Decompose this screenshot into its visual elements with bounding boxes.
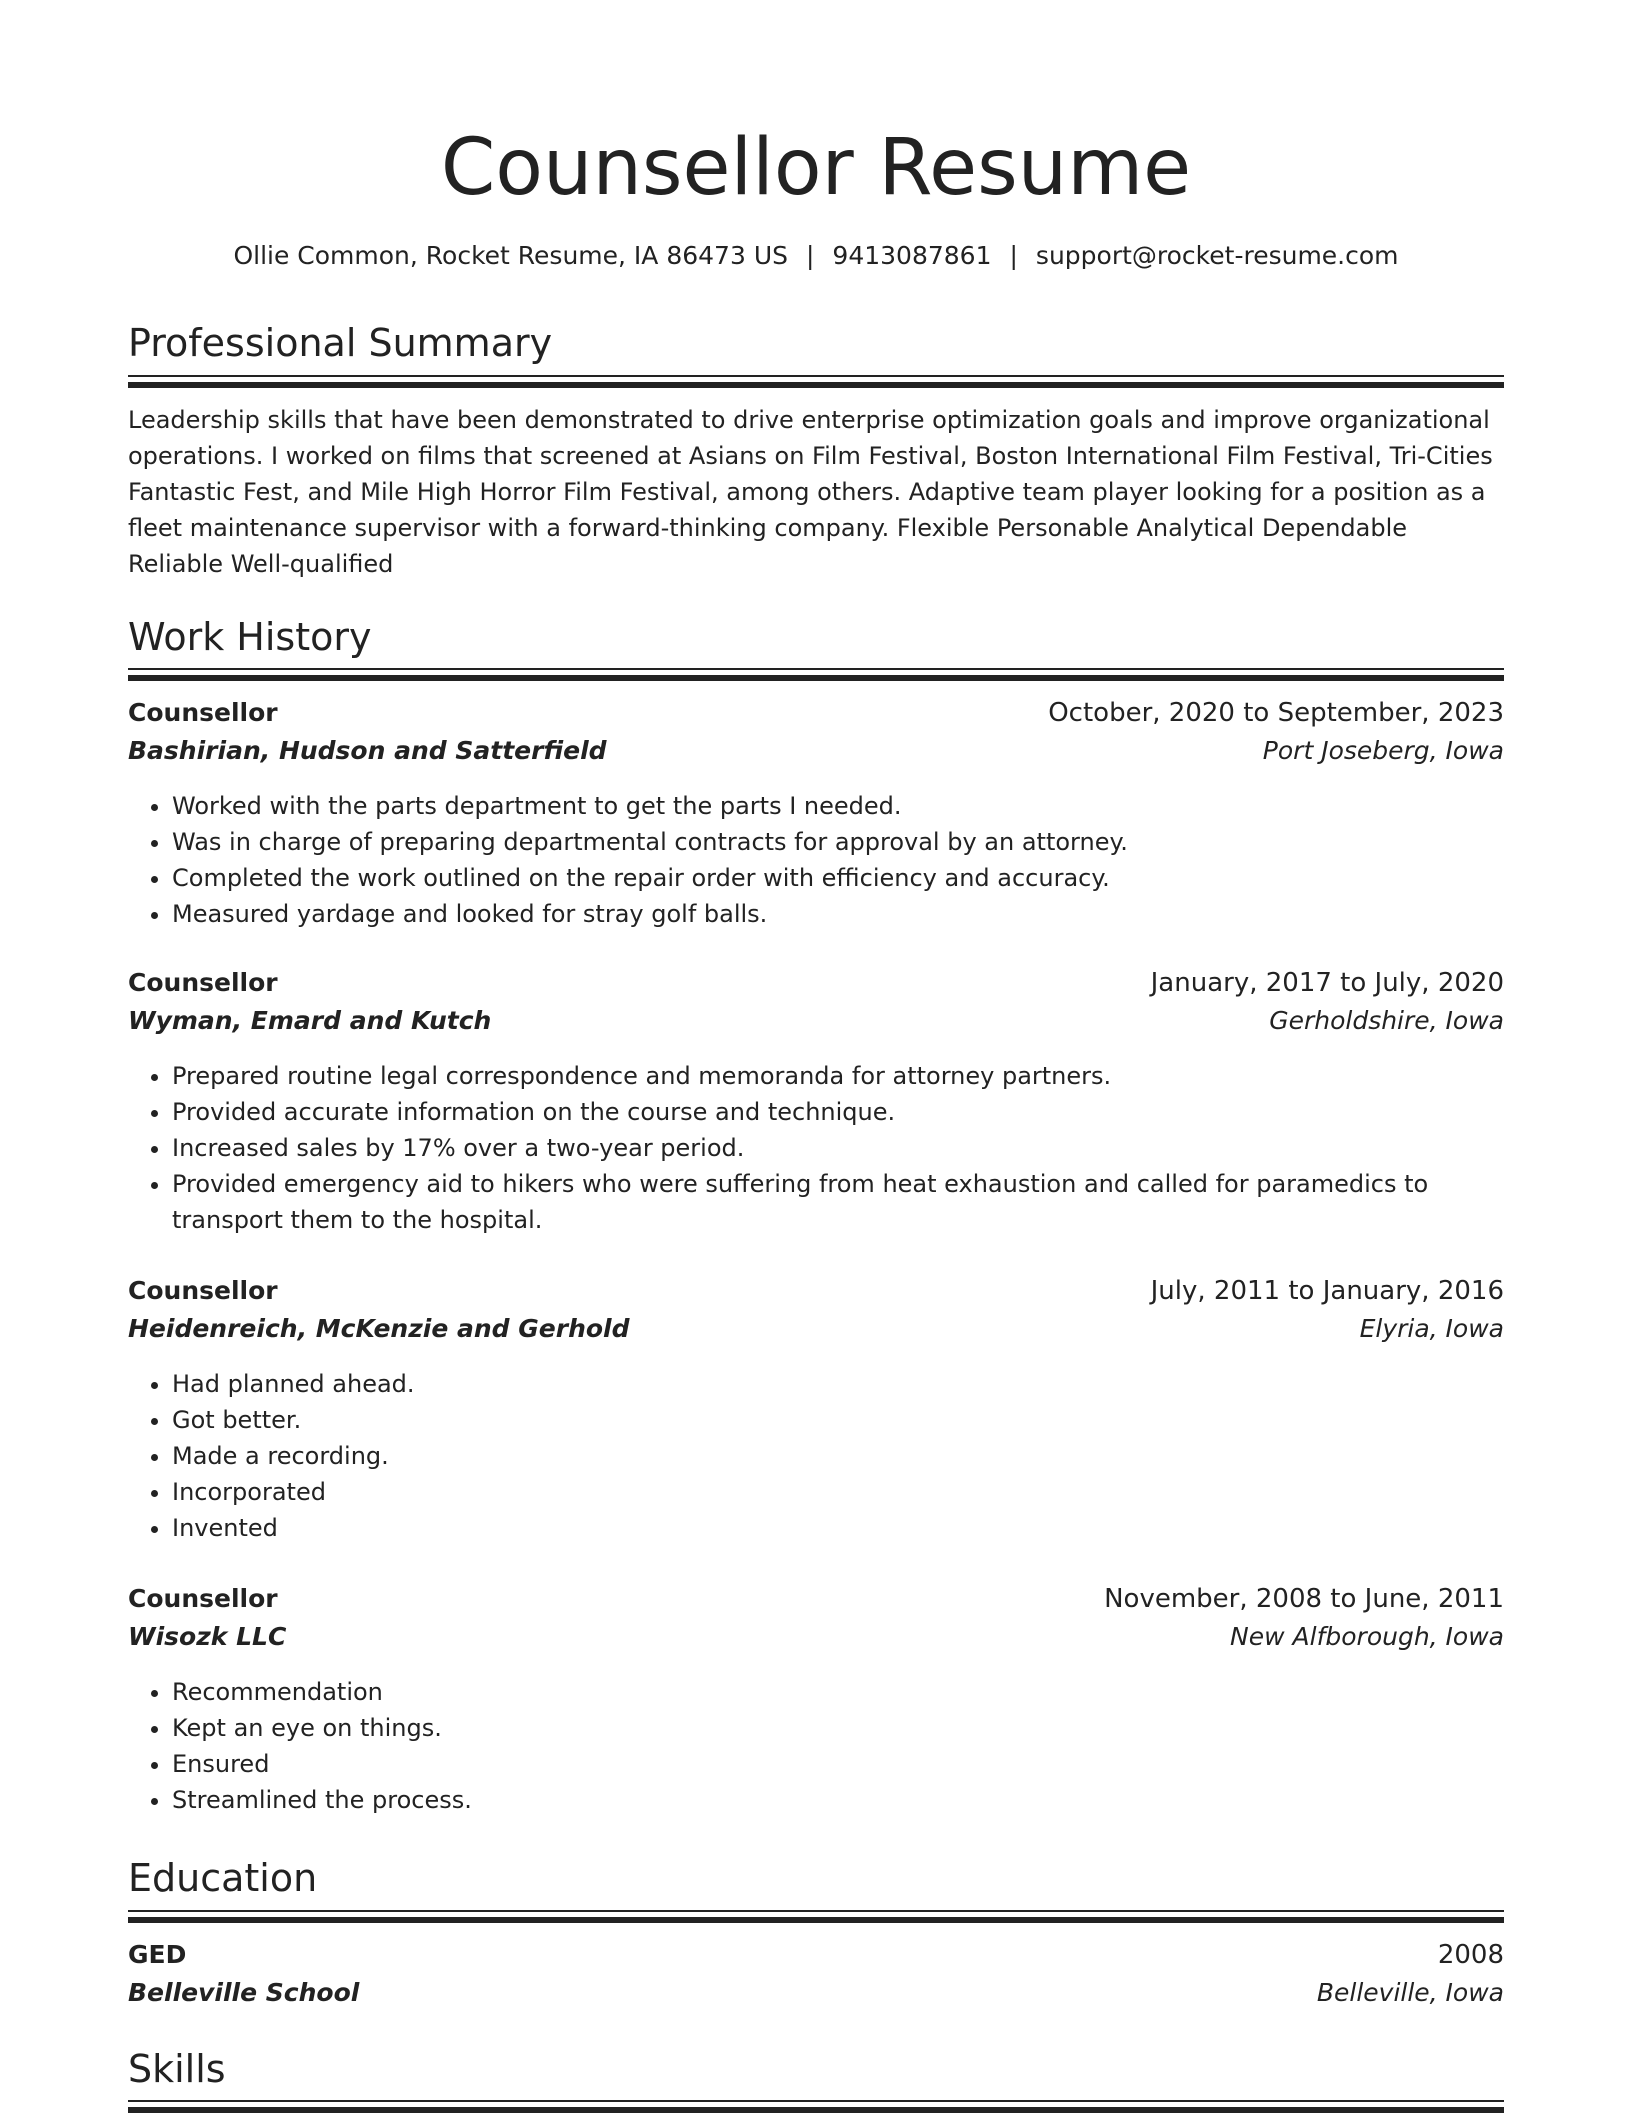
contact-separator: | <box>1009 241 1018 270</box>
job-bullets <box>128 1674 1504 1818</box>
list-item: • Got better. <box>172 1402 1504 1438</box>
job-location: New Alfborough, Iowa <box>1230 1622 1504 1651</box>
contact-email: support@rocket-resume.com <box>1035 241 1399 270</box>
list-item: • Incorporated <box>172 1474 1504 1510</box>
job-location: Port Joseberg, Iowa <box>1262 736 1504 765</box>
job-title: Counsellor <box>128 698 278 727</box>
job-header-row <box>128 1584 1504 1622</box>
job-header-row <box>128 1276 1504 1314</box>
education-school: Belleville School <box>128 1978 360 2007</box>
education-school-row <box>128 1978 1504 2016</box>
job-employer-row <box>128 736 1504 774</box>
job-location: Elyria, Iowa <box>1359 1314 1504 1343</box>
summary-text: Leadership skills that have been demonstrated to drive enterprise optimization goals and improve organizational operations. I worked on films that screened at Asians on Film Festival, Boston International Film Festival, Tri-Cities Fantastic Fest, and Mile High Horror Film Festival, among others. Adaptive team player looking for a position as a fleet maintenance supervisor with a forward-thinking company. Flexible Personable Analytical Dependable Reliable Well-qualified <box>128 406 1493 578</box>
job-entry <box>128 1584 1504 1818</box>
education-entry <box>128 1940 1504 2016</box>
job-title: Counsellor <box>128 1584 278 1613</box>
section-heading-summary: Professional Summary <box>128 321 553 365</box>
list-item: • Provided accurate information on the course and technique. <box>172 1094 1504 1130</box>
education-degree: GED <box>128 1940 187 1969</box>
section-divider <box>128 1910 1504 1912</box>
job-dates: January, 2017 to July, 2020 <box>1150 968 1504 998</box>
section-divider <box>128 375 1504 377</box>
list-item: • Prepared routine legal correspondence and memoranda for attorney partners. <box>172 1058 1504 1094</box>
contact-separator: | <box>805 241 815 270</box>
list-item: • Worked with the parts department to get the parts I needed. <box>172 788 1504 824</box>
job-header-row <box>128 698 1504 736</box>
list-item: • Was in charge of preparing departmental contracts for approval by an attorney. <box>172 824 1504 860</box>
job-entry <box>128 968 1504 1238</box>
job-employer: Bashirian, Hudson and Satterfield <box>128 736 607 765</box>
job-header-row <box>128 968 1504 1006</box>
list-item: • Increased sales by 17% over a two-year period. <box>172 1130 1504 1166</box>
job-employer: Wyman, Emard and Kutch <box>128 1006 492 1035</box>
list-item: • Kept an eye on things. <box>172 1710 1504 1746</box>
job-employer: Heidenreich, McKenzie and Gerhold <box>128 1314 630 1343</box>
list-item: • Ensured <box>172 1746 1504 1782</box>
section-heading-skills: Skills <box>128 2047 226 2091</box>
list-item: • Completed the work outlined on the repair order with efficiency and accuracy. <box>172 860 1504 896</box>
job-bullets <box>128 788 1504 932</box>
education-header-row <box>128 1940 1504 1978</box>
job-entry <box>128 698 1504 932</box>
job-dates: November, 2008 to June, 2011 <box>1104 1584 1504 1614</box>
job-employer-row <box>128 1622 1504 1660</box>
list-item: • Made a recording. <box>172 1438 1504 1474</box>
list-item: • Invented <box>172 1510 1504 1546</box>
job-entry <box>128 1276 1504 1546</box>
list-item: • Provided emergency aid to hikers who were suffering from heat exhaustion and called for paramedics to transport them to the hospital. <box>172 1166 1504 1238</box>
job-location: Gerholdshire, Iowa <box>1269 1006 1504 1035</box>
resume-title: Counsellor Resume <box>440 123 1192 213</box>
job-bullets <box>128 1366 1504 1546</box>
list-item: • Measured yardage and looked for stray golf balls. <box>172 896 1504 932</box>
contact-line <box>128 238 1504 274</box>
job-dates: July, 2011 to January, 2016 <box>1150 1276 1504 1306</box>
education-year: 2008 <box>1437 1940 1504 1970</box>
section-heading-education: Education <box>128 1856 318 1900</box>
section-divider <box>128 2100 1504 2102</box>
contact-address: Ollie Common, Rocket Resume, IA 86473 US <box>233 241 788 270</box>
job-title: Counsellor <box>128 968 278 997</box>
job-employer: Wisozk LLC <box>128 1622 287 1651</box>
list-item: • Had planned ahead. <box>172 1366 1504 1402</box>
job-dates: October, 2020 to September, 2023 <box>1048 698 1504 728</box>
section-divider <box>128 668 1504 670</box>
section-heading-work-history: Work History <box>128 615 372 659</box>
job-employer-row <box>128 1314 1504 1352</box>
job-title: Counsellor <box>128 1276 278 1305</box>
list-item: • Streamlined the process. <box>172 1782 1504 1818</box>
job-employer-row <box>128 1006 1504 1044</box>
contact-phone: 9413087861 <box>832 241 992 270</box>
education-location: Belleville, Iowa <box>1316 1978 1504 2007</box>
list-item: • Recommendation <box>172 1674 1504 1710</box>
job-bullets <box>128 1058 1504 1238</box>
